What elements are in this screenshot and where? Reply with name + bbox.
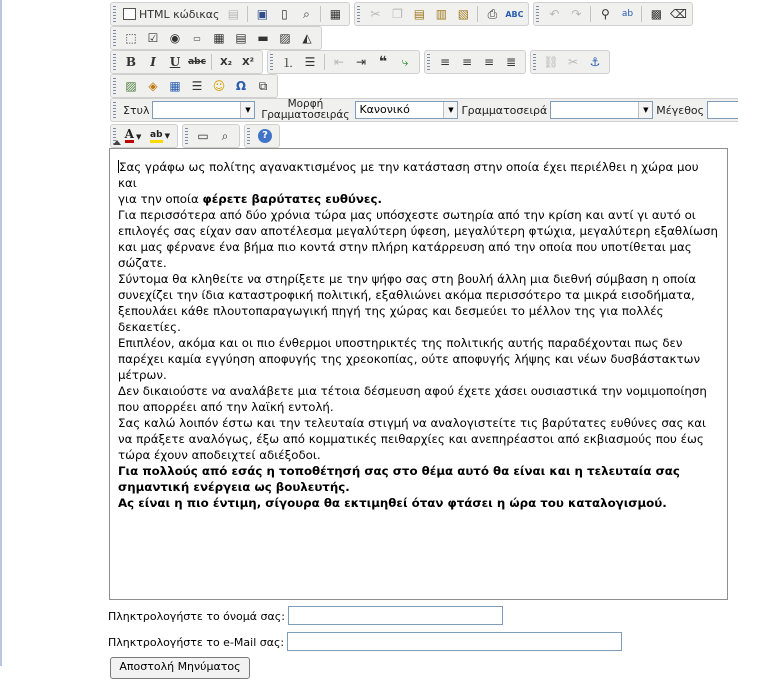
toolbar-handle[interactable] — [113, 78, 116, 94]
link-icon[interactable]: ⛓ — [543, 55, 559, 69]
toolbar-handle[interactable] — [113, 102, 116, 118]
toolbar-row-3 — [110, 50, 614, 74]
bg-color-icon[interactable] — [146, 126, 174, 146]
superscript-label: X² — [241, 56, 255, 68]
chevron-down-icon: ▼ — [443, 102, 457, 118]
email-input[interactable] — [287, 632, 622, 651]
bold-icon[interactable] — [120, 52, 142, 72]
name-input[interactable] — [288, 606, 503, 625]
templates-button-icon[interactable]: ▦ — [329, 7, 342, 21]
new-page-icon[interactable]: ▯ — [281, 7, 288, 21]
toolbar-handle[interactable] — [533, 54, 536, 70]
toolbar-group-basic — [110, 50, 263, 74]
redo-icon[interactable]: ↷ — [571, 7, 582, 21]
replace-label: ab — [621, 9, 634, 19]
undo-icon[interactable]: ↶ — [549, 7, 560, 21]
maximize-icon[interactable]: ▭ — [197, 129, 209, 143]
help-icon[interactable]: ? — [254, 126, 276, 146]
paragraph: Δεν δικαιούστε να αναλάβετε μια τέτοια δέσμευση αφού έχετε χάσει ουσιαστικά την νομιμοποίηση που απορρέει από την λαϊκή εντολή. — [118, 384, 707, 414]
templates-icon[interactable]: ▤ — [227, 7, 240, 21]
toolbar-row-5 — [110, 98, 742, 122]
paragraph: Επιπλέον, ακόμα και οι πιο ένθερμοι υποστηρικτές της πολιτικής αυτής παραδέχονται πως δεν παρέχει καμία εγγύηση αποφυγής της χρεοκοπίας, ούτε αποφυγής λήψης και νέων δυσβάστακτων μέτρων. — [118, 336, 701, 382]
subscript-label: X₂ — [219, 56, 233, 68]
bg-color-label: ab — [150, 130, 163, 143]
anchor-icon[interactable]: ⚓ — [589, 55, 601, 69]
paragraph-1-line-2: για την οποία — [118, 192, 203, 206]
toolbar-group-tools — [182, 124, 240, 148]
paragraph: Για περισσότερα από δύο χρόνια τώρα μας υπόσχεστε σωτηρία από την κρίση και αντί γι αυτό οι επιλογές σας είχαν σαν αποτέλεσμα μεγαλύτερη ύφεση, μεγαλύτερη φτώχια, μεγαλύτερη εξαθλίωση και μας φέρνανε ένα βήμα πιο κοντά στην πλήρη κατάρρευση από την οποία που υποτίθεται μας σώζατε. — [118, 208, 718, 270]
style-select[interactable] — [152, 101, 255, 119]
radio-icon[interactable]: ◉ — [169, 31, 181, 45]
paragraph-bold — [118, 463, 718, 495]
select-field-icon[interactable]: ▤ — [235, 31, 247, 45]
toolbar-handle[interactable] — [357, 6, 360, 22]
source-icon — [123, 8, 136, 20]
subscript-icon[interactable] — [215, 52, 237, 72]
toolbar-group-styles — [110, 98, 738, 122]
align-justify-icon[interactable]: ≣ — [505, 55, 517, 69]
align-left-icon[interactable]: ≡ — [439, 55, 451, 69]
strike-icon[interactable] — [186, 52, 208, 72]
separator — [641, 6, 642, 22]
spellcheck-icon[interactable] — [503, 4, 525, 24]
underline-label: U — [169, 55, 181, 69]
font-select[interactable] — [550, 101, 653, 119]
outdent-icon[interactable]: ⇤ — [333, 55, 345, 69]
text-color-label: A — [124, 127, 134, 141]
toolbar-group-undo — [533, 2, 693, 26]
toolbar-row-2 — [110, 26, 326, 50]
toolbar-handle[interactable] — [536, 6, 539, 22]
toolbar-group-clipboard — [354, 2, 529, 26]
toolbar-group-insert — [110, 74, 278, 98]
separator — [324, 54, 325, 70]
align-center-icon[interactable]: ≡ — [461, 55, 473, 69]
align-right-icon[interactable]: ≡ — [483, 55, 495, 69]
separator — [477, 6, 478, 22]
image-icon[interactable]: ▨ — [125, 79, 137, 93]
select-all-icon[interactable]: ▩ — [650, 7, 663, 21]
format-label: Μορφή Γραμματοσειράς — [261, 98, 350, 121]
print-icon[interactable]: ⎙ — [487, 6, 498, 21]
hidden-field-icon[interactable]: ◭ — [302, 31, 312, 45]
toolbar-handle[interactable] — [270, 54, 273, 70]
image-button-icon[interactable]: ▨ — [279, 31, 291, 45]
size-label: Μέγεθος — [656, 103, 705, 117]
superscript-icon[interactable] — [237, 52, 259, 72]
submit-button[interactable]: Αποστολή Μηνύματος — [110, 657, 250, 679]
source-label: HTML κώδικας — [139, 7, 220, 21]
toolbar-row-4 — [110, 74, 282, 98]
paste-text-icon[interactable]: ▥ — [435, 7, 448, 21]
toolbar-handle[interactable] — [113, 6, 116, 22]
font-label: Γραμματοσειρά — [461, 103, 548, 117]
paste-icon[interactable]: ▤ — [413, 7, 426, 21]
numbered-list-icon[interactable]: ⒈ — [281, 55, 294, 70]
chevron-down-icon: ▼ — [240, 102, 254, 118]
cut-icon[interactable]: ✂ — [370, 7, 381, 21]
bold-label: B — [125, 55, 137, 69]
editor-body[interactable] — [118, 159, 718, 511]
strike-label: abc — [188, 57, 206, 67]
smiley-icon[interactable]: ☺ — [212, 79, 226, 93]
bold-text: Για πολλούς από εσάς η τοποθέτησή σας στο θέμα αυτό θα είναι και η τελευταία σας σημαντική ενέργεια ως βουλευτής. — [118, 464, 680, 494]
unlink-icon[interactable]: ✂ — [567, 55, 579, 69]
separator — [211, 54, 212, 70]
chevron-down-icon: ▼ — [135, 131, 142, 141]
paragraph: Σύντομα θα κληθείτε να στηρίξετε με την ψήφο σας στη βουλή άλλη μια διεθνή σύμβαση η οποία συνεχίζει την ίδια καταστροφική πολιτική, εξαθλιώνει ακόμα περισσότερο τα μικρά εισοδήματα, ξεπουλάει κάθε πλουτοπαραγωγική πηγή της χώρας και δεσμεύει το μέλλον της για πολλές δεκαετίες. — [118, 272, 697, 334]
page-left-border — [0, 0, 2, 666]
textfield-icon[interactable]: ▭ — [193, 33, 201, 43]
toolbar-handle[interactable] — [427, 54, 430, 70]
paragraph-1-line-1: Σας γράφω ως πολίτης αγανακτισμένος με την κατάσταση στην οποία έχει περιέλθει η χώρα μου και — [118, 160, 699, 190]
toolbar-group-align — [424, 50, 526, 74]
save-icon[interactable]: ▣ — [256, 7, 269, 21]
format-select[interactable] — [355, 101, 458, 119]
separator — [320, 6, 321, 22]
editor-toolbar — [110, 0, 728, 148]
bulleted-list-icon[interactable]: ☰ — [304, 55, 316, 69]
toolbar-handle[interactable] — [113, 54, 116, 70]
chevron-down-icon: ▼ — [164, 132, 170, 140]
separator — [247, 6, 248, 22]
editor-content-area[interactable] — [109, 148, 728, 600]
italic-icon[interactable] — [142, 52, 164, 72]
toolbar-group-source — [110, 2, 350, 26]
paragraph-1-bold: φέρετε βαρύτατες ευθύνες. — [202, 192, 382, 206]
font-select-value — [551, 102, 638, 118]
show-blocks-icon[interactable]: ⌕ — [221, 128, 229, 143]
toolbar-group-paragraph — [267, 50, 420, 74]
special-char-icon[interactable] — [230, 76, 252, 96]
email-label: Πληκτρολογήστε το e-Mail σας: — [108, 636, 285, 649]
horizontal-rule-icon[interactable]: ☰ — [191, 79, 203, 93]
toolbar-row-1 — [110, 2, 697, 26]
div-container-icon[interactable]: ⤷ — [401, 54, 409, 69]
format-select-value: Κανονικό — [359, 103, 410, 116]
size-select[interactable] — [707, 101, 738, 119]
paste-word-icon[interactable]: ▧ — [457, 7, 470, 21]
size-select-value — [708, 102, 738, 118]
special-char-label: Ω — [235, 79, 247, 93]
paragraph — [118, 159, 718, 207]
toolbar-group-help — [244, 124, 280, 148]
toolbar-handle[interactable] — [247, 128, 250, 144]
separator — [590, 6, 591, 22]
indent-icon[interactable]: ⇥ — [355, 55, 367, 69]
paragraph-bold — [118, 495, 718, 511]
preview-icon[interactable]: ⌕ — [303, 6, 310, 21]
copy-icon[interactable]: ❐ — [392, 7, 403, 21]
checkbox-icon[interactable]: ☑ — [147, 31, 159, 45]
paragraph: Σας καλώ λοιπόν έστω και την τελευταία στιγμή να αναλογιστείτε τις βαρύτατες ευθύνες σας και να πράξετε αναλόγως, έξω από κομματικές πειθαρχίες και ανεπηρέαστοι από εκβιασμούς που έως τώρα έχουν αποδειχτεί αδιέξοδοι. — [118, 416, 706, 462]
spellcheck-label: ABC — [505, 9, 524, 19]
page-break-icon[interactable]: ⧉ — [258, 78, 268, 93]
collapse-toolbar-icon[interactable] — [113, 140, 121, 145]
button-field-icon[interactable]: ▬ — [257, 31, 269, 45]
toolbar-row-6 — [110, 124, 284, 148]
textarea-icon[interactable]: ▦ — [213, 31, 225, 45]
text-color-icon[interactable] — [120, 126, 146, 146]
style-select-value — [153, 102, 240, 118]
blockquote-icon[interactable]: ❝ — [378, 54, 388, 70]
find-icon[interactable]: ⚲ — [601, 7, 610, 21]
style-label: Στυλ — [123, 103, 150, 117]
toolbar-handle[interactable] — [185, 128, 188, 144]
replace-icon[interactable] — [616, 4, 638, 24]
bold-text: Ας είναι η πιο έντιμη, σίγουρα θα εκτιμηθεί όταν φτάσει η ώρα του καταλογισμού. — [118, 496, 667, 510]
toolbar-group-links — [530, 50, 610, 74]
remove-format-icon[interactable]: ⌫ — [669, 7, 687, 21]
underline-icon[interactable] — [164, 52, 186, 72]
chevron-down-icon: ▼ — [638, 102, 652, 118]
flash-icon[interactable]: ◈ — [148, 79, 158, 93]
form-icon[interactable]: ⬚ — [125, 31, 137, 45]
toolbar-handle[interactable] — [113, 30, 116, 46]
italic-label: I — [150, 55, 156, 69]
source-button[interactable] — [120, 4, 222, 24]
name-label: Πληκτρολογήστε το όνομά σας: — [108, 610, 285, 623]
toolbar-group-forms — [110, 26, 322, 50]
table-icon[interactable]: ▦ — [169, 79, 181, 93]
